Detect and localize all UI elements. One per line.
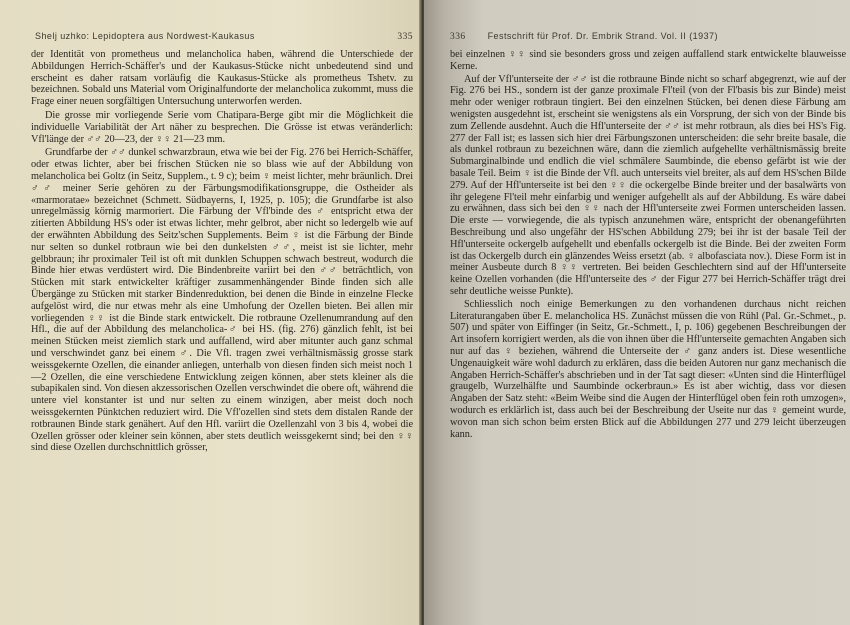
right-paragraph-3: Schliesslich noch einige Bemerkungen zu den vorhandenen durchaus nicht reichen Literaturangaben über E. melancholica HS. Zunächst müssen die von Rühl (Pal. Gr.-Schmet., p. 507) und später von Eiffinger (in Seitz, Gr.-Schmett., I, p. 106) gegebenen Beschreibungen der Art insofern korrigiert werden, als die von ihnen über die Hfl'unterseite gemachten Angaben sich nur auf das ♀ beziehen, während die Unterseite der ♂ ganz anders ist. Diese wesentliche Ungenauigkeit wäre wohl dadurch zu erklären, dass die beiden Autoren nur ganz mechanisch die Angaben Herrich-Schäffer's abschrieben und in der Tat sagt dieser: «Unten sind die Hinterflügel graugelb, Wurzelhälfte und Saumbinde ockerbraun.» Es ist aber wichtig, dass vor diesen Angaben der Satz steht: «Beim Weibe sind die Augen der Hinterflügel oben fein roth umzogen», wodurch es erklärlich ist, dass auch bei der Beschreibung der Useite nur das ♀ gemeint wurde, wovon man sich schon beim ersten Blick auf die Abbildungen 277 und 279 leicht überzeugen kann. [450,298,846,440]
left-page-body [31,49,413,454]
left-page [0,0,421,625]
right-page-number: 336 [450,32,466,42]
right-page-header [450,31,846,45]
left-page-header [31,31,413,45]
left-page-number: 335 [397,32,413,42]
right-paragraph-1: bei einzelnen ♀♀ sind sie besonders gross und zeigen auffallend stark entwickelte blauweisse Kerne. [450,49,846,72]
left-paragraph-1: der Identität von prometheus und melancholica haben, während die Unterschiede der Abbildungen Herrich-Schäffer's und der Kaukasus-Stücke nicht unbedeutend sind und erscheint es daher ratsam vorläufig die Kaukasus-Stücke als prometheus Tshetv. zu bezeichnen. Sobald uns Material vom Originalfundorte der melancholica zukommt, muss die Frage einer neuen sorgfältigen Untersuchung unterworfen werden. [31,49,413,108]
left-running-head: Shelj uzhko: Lepidoptera aus Nordwest-Kaukasus [35,31,255,41]
right-running-head: Festschrift für Prof. Dr. Embrik Strand. Vol. II (1937) [487,31,718,41]
right-paragraph-2: Auf der Vfl'unterseite der ♂♂ ist die rotbraune Binde nicht so scharf abgegrenzt, wie auf der Fig. 276 bei HS., sondern ist der ganze proximale Fl'teil (von der Fl'basis bis zur Binde) meist mehr oder weniger rotbraun tingiert. Bei den einzelnen Stücken, bei denen diese Färbung am wenigsten ausgedehnt ist, erscheint sie wenigstens als ein Vorsprung, der sich von der Binde bis zum Zellende ausdehnt. Auch die Hfl'unterseite der ♂♂ ist mehr rotbraun, als dies bei HS's Fig. 277 der Fall ist; es lassen sich hier drei Färbungszonen unterscheiden: die sehr breite basale, die als dunkel rotbraun zu bezeichnen wäre, dann die ziemlich aufgehellte verhältnismässig breite Submarginalbinde und endlich die viel schmälere Saumbinde, die ebenso gefärbt ist wie der basale Teil. Beim ♀ ist die Binde der Vfl. auch unterseits viel breiter, als auf dem HS'schen Bilde 279. Auf der Hfl'unterseite ist bei den ♀♀ die ockergelbe Binde breiter und der basalwärts von ihr gelegene Fl'teil mehr einfarbig und weniger aufgehellt als auf der Abbildung. Es wäre dabei zu erwähnen, dass sich bei den ♀♀ nach der Hfl'unterseite zwei Formen unterscheiden lassen. Die erste — vorwiegende, die als typisch anzunehmen wäre, entspricht der obenangeführten Beschreibung und also ungefähr der HS'schen Abbildung 279; bei ihr ist der basale Teil der Hfl'unterseite ockergelb aufgehellt und ebenfalls ockergelb ist die Binde. Bei der zweiten Form ist das Ockergelb durch ein glänzendes Weiss ersetzt (ab. ♀ albofasciata nov.). Diese Form ist in meiner Ausbeute durch 8 ♀♀ vertreten. Bei beiden Geschlechtern sind auf der Hfl'unterseite keine Ozellen vorhanden (die Hfl'unterseite des ♂ der Figur 277 bei Herrich-Schäffer trägt drei sehr deutliche weisse Punkte). [450,73,846,297]
right-page [424,0,850,625]
left-paragraph-3: Grundfarbe der ♂♂ dunkel schwarzbraun, etwa wie bei der Fig. 276 bei Herrich-Schäffer, oder etwas lichter, aber bei frischen Stücken nie so blass wie auf der Abbildung von melancholica bei Goltz (in Seitz, Supplem., t. 9 c); beim ♀ meist lichter, mehr bräunlich. Drei ♂♂ meiner Serie gehören zu der Färbungsmodifikationsgruppe, die Ostheider als «marmoratae» bezeichnet (Schmett. Südbayerns, I, 1925, p. 105); die Grundfarbe ist also unregelmässig körnig marmoriert. Die Färbung der Vfl'binde des ♂ entspricht etwa der zitierten Abbildung HS's oder ist etwas lichter, mehr gelbrot, aber nicht so ledergelb wie auf der erwähnten Abbildung des Seitz'schen Supplements. Beim ♀ ist die Färbung der Binde nur selten so dunkel rotbraun wie bei den dunkelsten ♂♂, meist ist sie lichter, mehr gelbbraun; ihr proximaler Teil ist oft mit dunklen Schuppen schwach bestreut, wodurch die Binde hier etwas verdüstert wird. Die Bindenbreite variirt bei den ♂♂ beträchtlich, von Stücken mit stark entwickelter kräftiger zusammenhängender Binde finden sich alle Übergänge zu Stücken mit starker Bindenreduktion, bei denen die Binde in einzelne Flecke aufgelöst wird, die nur etwas mehr als eine Umhofung der Ozellen bieten. Bei allen mir vorliegenden ♀♀ ist die Binde stark entwickelt. Die rotbraune Ozellenumrandung auf den Hfl., die auf der Abbildung des melancholica-♂ bei HS. (fig. 276) gänzlich fehlt, ist bei meinen Stücken meist ziemlich stark und auffallend, wird aber mitunter auch ganz schmal und verschwindet ganz bei einem ♂. Die Vfl. tragen zwei verhältnismässig grosse stark weissgekernte Ozellen, die einander anliegen, unterhalb von diesen finden sich meist noch 1—2 Ozellen, die eine verschiedene Entwicklung zeigen können, aber stets kleiner als die subapikalen sind. Von diesen akzessorischen Ozellen verschwindet die obere oft, während die untere viel konstanter ist und nur selten zu einem winzigen, aber meist doch noch weissgekernten Pünktchen reduziert wird. Die Vfl'ozellen sind stets dem distalen Rande der rotbraunen Binde stark genähert. Auf den Hfl. variirt die Ozellenzahl von 3 bis 4, wobei die Ozellen grösser oder kleiner sein können, aber stets deutlich weissgekernt sind; bei den ♀♀ sind diese Ozellen durchschnittlich grösser, [31,147,414,454]
left-paragraph-2: Die grosse mir vorliegende Serie vom Chatipara-Berge gibt mir die Möglichkeit die individuelle Variabilität der Art näher zu besprechen. Die Grösse ist etwas veränderlich: Vfl'länge der ♂♂ 20—23, der ♀♀ 21—23 mm. [31,109,413,145]
right-page-body [450,49,846,440]
